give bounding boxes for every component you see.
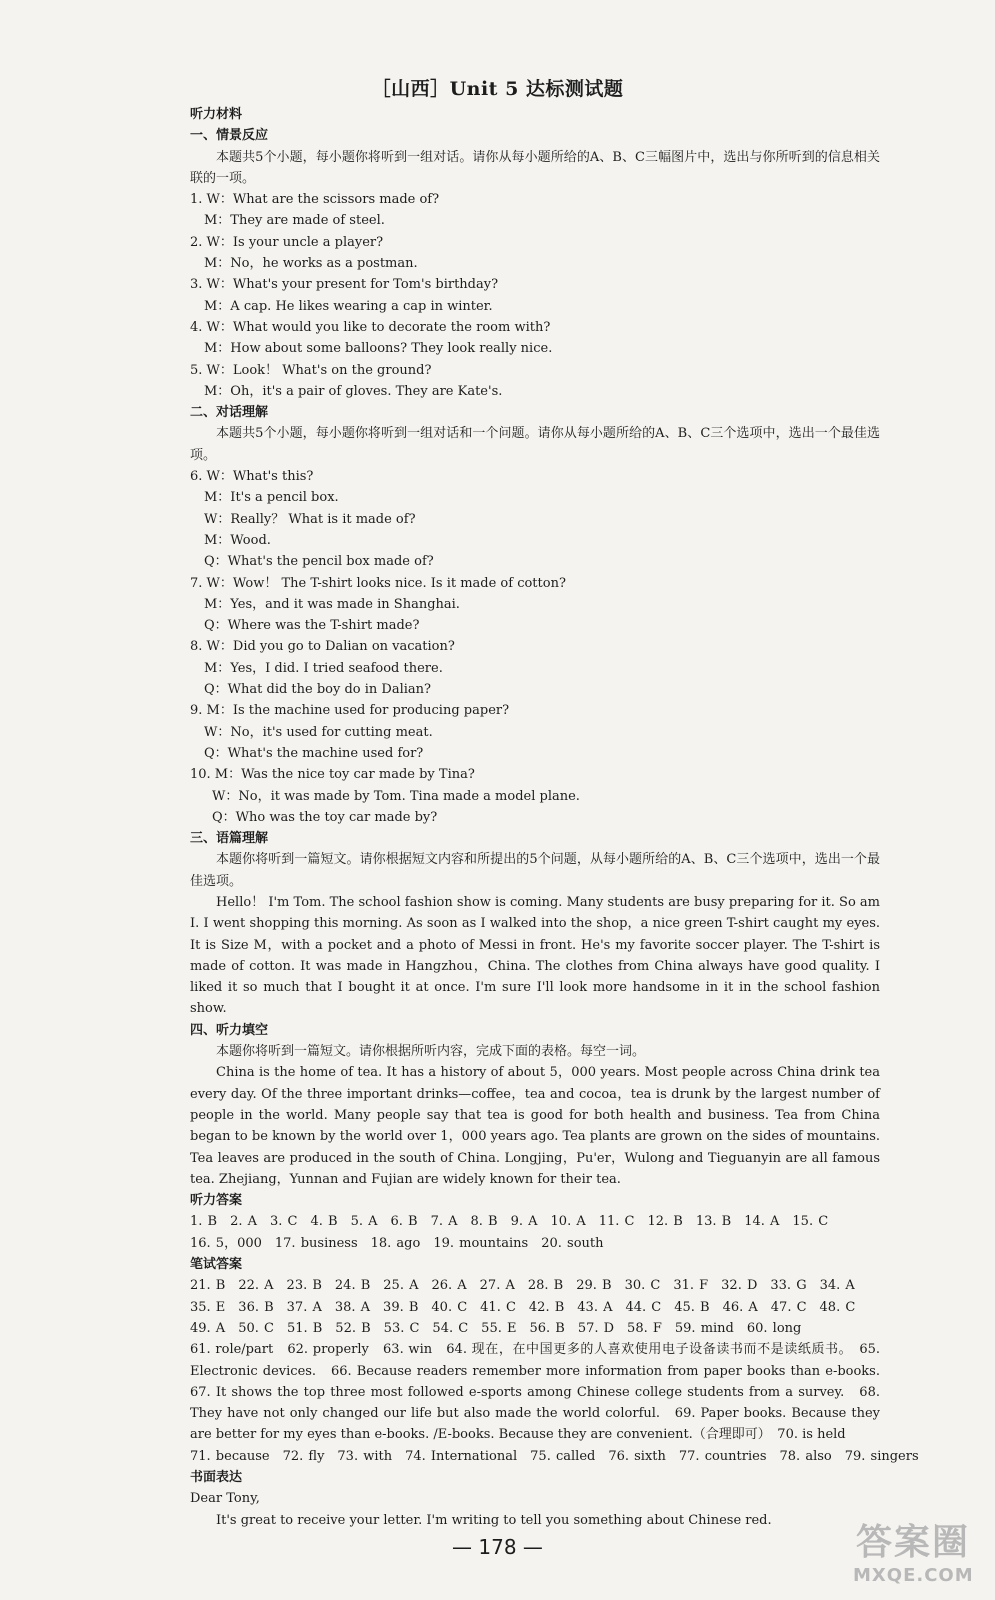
dialogue-line: 8. W：Did you go to Dalian on vacation?	[190, 639, 455, 655]
dialogue-line: Q：Who was the toy car made by?	[212, 809, 438, 825]
letter-first-line: It's great to receive your letter. I'm writing to tell you something about Chinese red.	[216, 1512, 772, 1528]
section4-intro: 本题你将听到一篇短文。请你根据所听内容，完成下面的表格。每空一词。	[216, 1044, 646, 1060]
letter-salutation: Dear Tony,	[190, 1491, 260, 1507]
written-answers-heading: 笔试答案	[190, 1257, 243, 1273]
dialogue-line: M：A cap. He likes wearing a cap in winter.	[204, 298, 493, 314]
answer-line: 35. E 36. B 37. A 38. A 39. B 40. C 41. C 42. B 43. A 44. C 45. B 46. A 47. C 48. C	[190, 1299, 856, 1315]
dialogue-line: Q：Where was the T-shirt made?	[204, 618, 420, 634]
dialogue-line: 6. W：What's this?	[190, 469, 314, 485]
dialogue-line: M：Yes，and it was made in Shanghai.	[204, 596, 460, 612]
section1-dialogues	[190, 189, 880, 402]
answer-line: 49. A 50. C 51. B 52. B 53. C 54. C 55. E 56. B 57. D 58. F 59. mind 60. long	[190, 1320, 802, 1336]
listening-answers-heading: 听力答案	[190, 1193, 243, 1209]
dialogue-line: Q：What's the machine used for?	[204, 745, 424, 761]
section4-heading: 四、听力填空	[190, 1022, 269, 1038]
dialogue-line: 10. M：Was the nice toy car made by Tina?	[190, 767, 475, 783]
dialogue-line: Q：What's the pencil box made of?	[204, 554, 434, 570]
watermark-en: MXQE.COM	[853, 1565, 974, 1586]
answer-line: 16. 5，000 17. business 18. ago 19. mountains 20. south	[190, 1235, 604, 1251]
listening-material-label: 听力材料	[190, 107, 243, 122]
section2-heading: 二、对话理解	[190, 405, 269, 421]
dialogue-line: W：No，it was made by Tom. Tina made a model plane.	[212, 788, 580, 804]
page-title: ［山西］Unit 5 达标测试题	[371, 78, 624, 100]
answer-paragraph: 61. role/part 62. properly 63. win 64. 现在，在中国更多的人喜欢使用电子设备读书而不是读纸质书。 65. Electronic devices. 66. Because readers remember more information from paper books than e-books. 67. It shows the top three most followed e-sports among Chinese college students from a survey. 68. They have not only changed our life but also made the world colorful. 69. Paper books. Because they are better for my eyes than e-books. /E-books. Because they are convenient.（合理即可） 70. is held	[190, 1342, 894, 1443]
section3-passage: Hello！ I'm Tom. The school fashion show is coming. Many students are busy preparing for it. So am I. I went shopping this morning. As soon as I walked into the shop，a nice green T-shirt caught my eyes. It is Size M，with a pocket and a photo of Messi in front. He's my favorite soccer player. The T-shirt is made of cotton. It was made in Hangzhou，China. The clothes from China always have good quality. I liked it so much that I bought it at once. I'm sure I'll look more handsome in it in the school fashion show.	[190, 894, 880, 1017]
content	[190, 104, 919, 1531]
dialogue-line: W：No，it's used for cutting meat.	[204, 724, 433, 740]
answer-line: 71. because 72. fly 73. with 74. International 75. called 76. sixth 77. countries 78. also 79. singers	[190, 1448, 919, 1464]
section1-heading: 一、情景反应	[190, 128, 269, 144]
answer-line: 21. B 22. A 23. B 24. B 25. A 26. A 27. A 28. B 29. B 30. C 31. F 32. D 33. G 34. A	[190, 1278, 855, 1294]
dialogue-line: M：They are made of steel.	[204, 213, 385, 229]
section4-passage: China is the home of tea. It has a history of about 5，000 years. Most people across China drink tea every day. Of the three important drinks—coffee，tea and cocoa，tea is drunk by the largest number of people in the world. Many people say that tea is good for both health and business. Tea from China began to be known by the world over 1，000 years ago. Tea plants are grown on the sides of mountains. Tea leaves are produced in the south of China. Longjing，Pu'er，Wulong and Tieguanyin are all famous tea. Zhejiang，Yunnan and Fujian are widely known for their tea.	[190, 1065, 880, 1187]
dialogue-line: 1. W：What are the scissors made of?	[190, 192, 440, 208]
watermark-logo	[853, 1514, 973, 1586]
dialogue-line: M：Oh，it's a pair of gloves. They are Kate's.	[204, 383, 503, 399]
section1-intro: 本题共5个小题，每小题你将听到一组对话。请你从每小题所给的A、B、C三幅图片中，选出与你所听到的信息相关联的一项。	[190, 149, 880, 186]
section3-heading: 三、语篇理解	[190, 831, 269, 847]
writing-heading: 书面表达	[190, 1470, 243, 1485]
dialogue-line: M：It's a pencil box.	[204, 490, 339, 506]
dialogue-line: M：No，he works as a postman.	[204, 256, 418, 272]
answer-line: 1. B 2. A 3. C 4. B 5. A 6. B 7. A 8. B 9. A 10. A 11. C 12. B 13. B 14. A 15. C	[190, 1214, 829, 1230]
dialogue-line: M：Wood.	[204, 532, 271, 548]
dialogue-line: 4. W：What would you like to decorate the room with?	[190, 319, 551, 335]
section3-intro: 本题你将听到一篇短文。请你根据短文内容和所提出的5个问题，从每小题所给的A、B、C三个选项中，选出一个最佳选项。	[190, 852, 880, 889]
dialogue-line: M：Yes，I did. I tried seafood there.	[204, 660, 443, 676]
dialogue-line: 7. W：Wow！ The T-shirt looks nice. Is it made of cotton?	[190, 575, 566, 591]
dialogue-line: 2. W：Is your uncle a player?	[190, 234, 384, 250]
page-number: — 178 —	[452, 1535, 543, 1559]
section2-dialogues	[190, 466, 880, 828]
dialogue-line: M：How about some balloons? They look really nice.	[204, 341, 553, 357]
section2-intro: 本题共5个小题，每小题你将听到一组对话和一个问题。请你从每小题所给的A、B、C三个选项中，选出一个最佳选项。	[190, 426, 880, 463]
dialogue-line: 3. W：What's your present for Tom's birthday?	[190, 277, 499, 293]
watermark-cn: 答案圈	[855, 1522, 970, 1563]
dialogue-line: W：Really？ What is it made of?	[204, 511, 416, 527]
dialogue-line: Q：What did the boy do in Dalian?	[204, 682, 432, 698]
dialogue-line: 9. M：Is the machine used for producing paper?	[190, 703, 510, 719]
dialogue-line: 5. W：Look！ What's on the ground?	[190, 362, 432, 378]
